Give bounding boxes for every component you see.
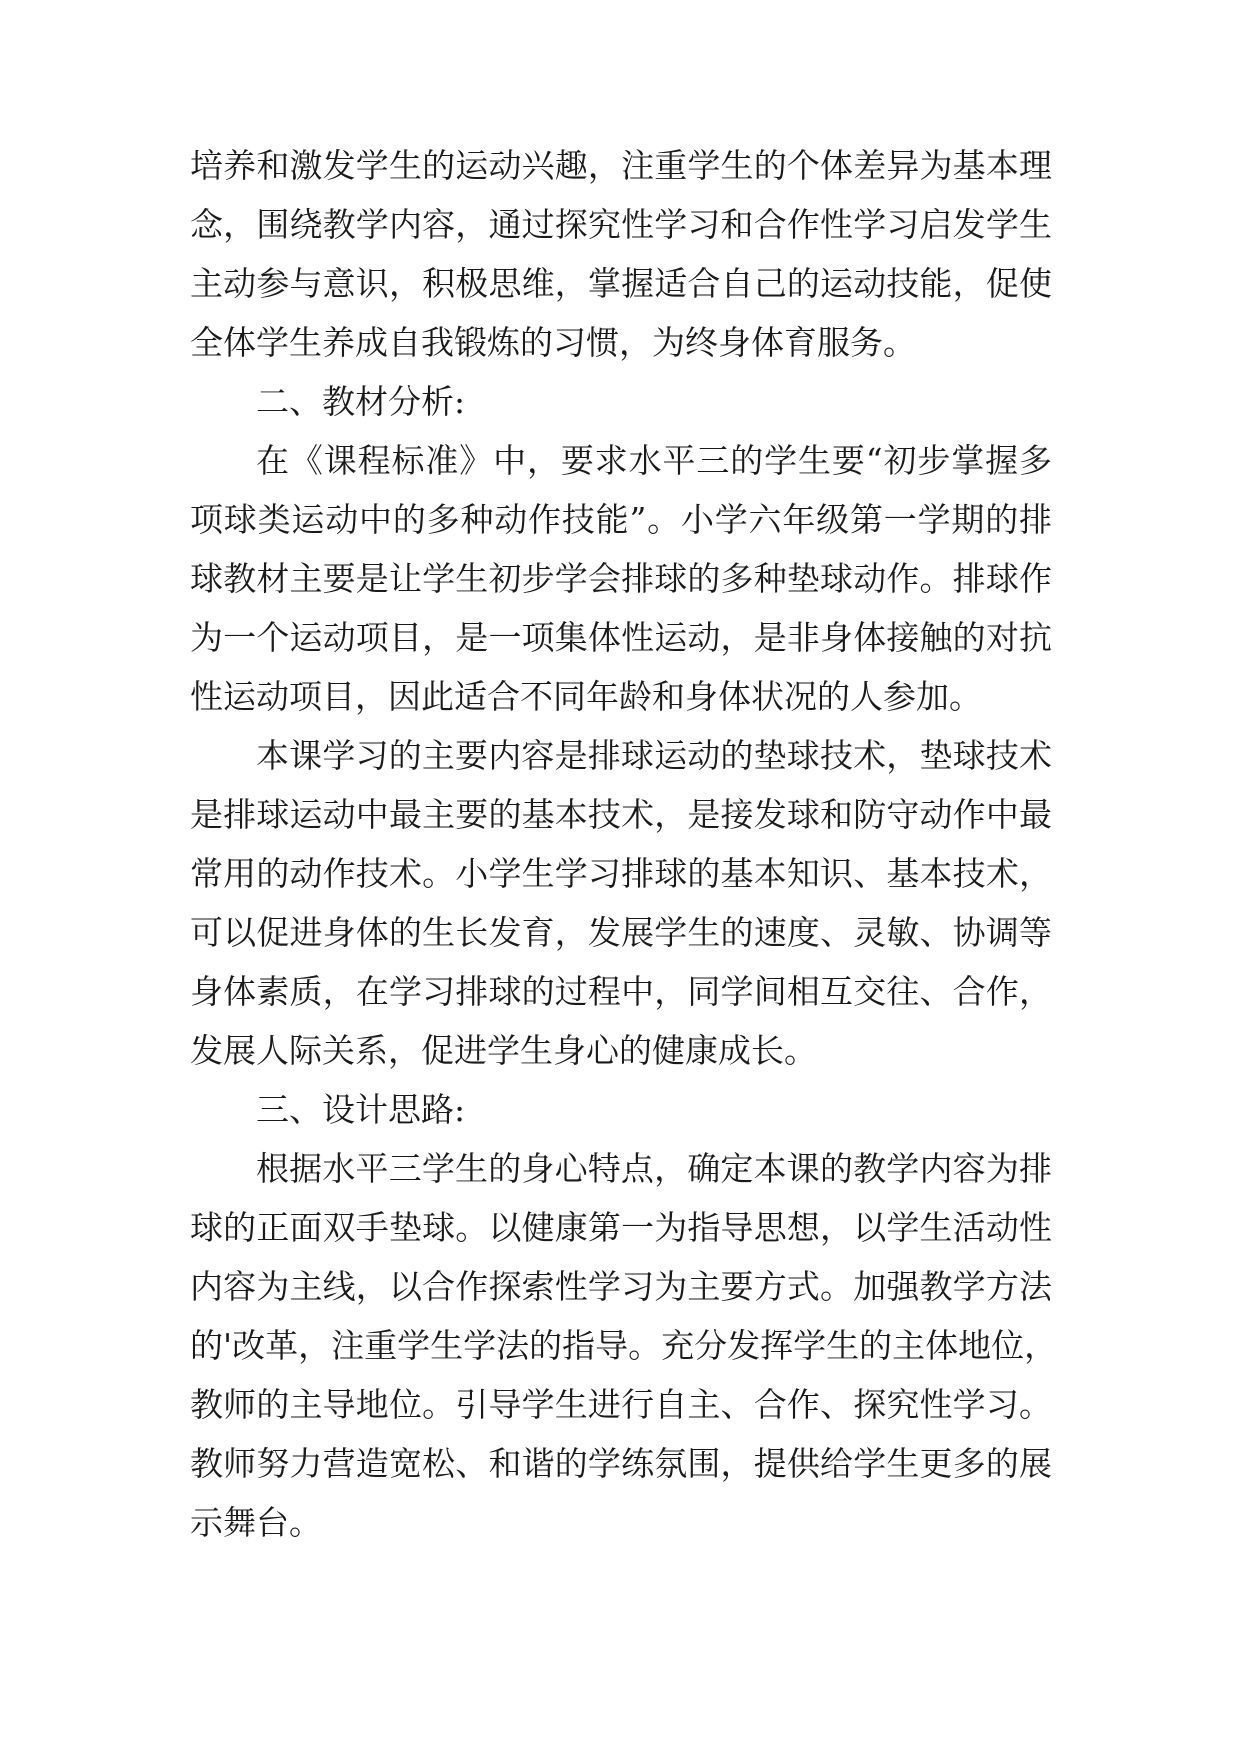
text-line: 身体素质，在学习排球的过程中，同学间相互交往、合作，: [190, 972, 1052, 1011]
text-line: 教师努力营造宽松、和谐的学练氛围，提供给学生更多的展: [190, 1444, 1052, 1483]
document-page: [190, 136, 1058, 1552]
text-line: 示舞台。: [190, 1503, 322, 1542]
text-line: 为一个运动项目，是一项集体性运动，是非身体接触的对抗: [190, 618, 1052, 657]
section-heading-textbook-analysis: 二、教材分析:: [256, 382, 466, 421]
text-line: 常用的动作技术。小学生学习排球的基本知识、基本技术，: [190, 854, 1052, 893]
text-line: 念，围绕教学内容，通过探究性学习和合作性学习启发学生: [190, 205, 1052, 244]
text-line: 性运动项目，因此适合不同年龄和身体状况的人参加。: [190, 677, 982, 716]
text-line: 全体学生养成自我锻炼的习惯，为终身体育服务。: [190, 323, 916, 362]
text-line: 发展人际关系，促进学生身心的健康成长。: [190, 1031, 817, 1070]
text-line: 可以促进身体的生长发育，发展学生的速度、灵敏、协调等: [190, 913, 1052, 952]
section-heading-design-ideas: 三、设计思路:: [256, 1090, 466, 1129]
text-line: 培养和激发学生的运动兴趣，注重学生的个体差异为基本理: [190, 146, 1052, 185]
text-line: 球的正面双手垫球。以健康第一为指导思想，以学生活动性: [190, 1208, 1052, 1247]
text-line: 在《课程标准》中，要求水平三的学生要“初步掌握多: [256, 441, 1052, 480]
text-line: 根据水平三学生的身心特点，确定本课的教学内容为排: [256, 1149, 1052, 1188]
text-line: 内容为主线，以合作探索性学习为主要方式。加强教学方法: [190, 1267, 1052, 1306]
text-line: 项球类运动中的多种动作技能”。小学六年级第一学期的排: [190, 500, 1052, 539]
text-line: 的'改革，注重学生学法的指导。充分发挥学生的主体地位，: [190, 1326, 1058, 1365]
text-line: 主动参与意识，积极思维，掌握适合自己的运动技能，促使: [190, 264, 1052, 303]
text-line: 教师的主导地位。引导学生进行自主、合作、探究性学习。: [190, 1385, 1052, 1424]
text-line: 球教材主要是让学生初步学会排球的多种垫球动作。排球作: [190, 559, 1052, 598]
text-line: 本课学习的主要内容是排球运动的垫球技术，垫球技术: [256, 736, 1052, 775]
text-line: 是排球运动中最主要的基本技术，是接发球和防守动作中最: [190, 795, 1052, 834]
